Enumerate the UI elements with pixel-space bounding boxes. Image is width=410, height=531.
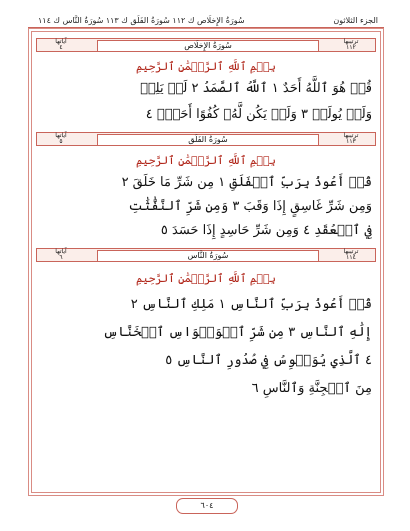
surah-ayat	[39, 39, 83, 51]
order-value: ١١٣	[346, 138, 356, 145]
ayat-label: آياتها	[55, 248, 67, 255]
juz-label: الجزء الثلاثون	[333, 16, 378, 25]
basmala: بِسۡمِ ٱللَّهِ ٱلرَّحۡمَٰنِ ٱلرَّحِيمِ	[135, 272, 277, 285]
surah-title: سُورَةُ النَّاس	[97, 250, 319, 262]
verse-line: إِلَٰهِ ٱلنَّاسِ ٣ مِن شَرِّ ٱلۡوَسۡوَاسِ ٱلۡخَنَّاسِ	[102, 325, 372, 340]
verse-line: وَلَمۡ يُولَدۡ ٣ وَلَمۡ يَكُن لَّهُۥ كُفُوًا أَحَدُۢ ٤	[145, 107, 372, 122]
page-header	[28, 14, 384, 28]
verse-line: ٤ ٱلَّذِي يُوَسۡوِسُ فِي صُدُورِ ٱلنَّاسِ ٥	[165, 353, 372, 368]
basmala: بِسۡمِ ٱللَّهِ ٱلرَّحۡمَٰنِ ٱلرَّحِيمِ	[135, 60, 277, 73]
order-value: ١١٢	[346, 44, 356, 51]
surah-ayat	[39, 133, 83, 145]
order-label: ترتيبها	[343, 132, 359, 139]
order-label: ترتيبها	[343, 38, 359, 45]
verse-line: قُلۡ أَعُوذُ بِرَبِّ ٱلنَّاسِ ١ مَلِكِ ٱلنَّاسِ ٢	[130, 297, 372, 312]
verse-line: مِنَ ٱلۡجِنَّةِ وَٱلنَّاسِ ٦	[251, 381, 372, 396]
surah-header-nas	[36, 248, 376, 262]
ayat-value: ٦	[59, 254, 63, 261]
verse-line: قُلۡ أَعُوذُ بِرَبِّ ٱلۡفَلَقِ ١ مِن شَرِّ مَا خَلَقَ ٢	[121, 175, 372, 190]
surah-order	[329, 39, 373, 51]
order-value: ١١٤	[346, 254, 356, 261]
ayat-value: ٥	[59, 138, 63, 145]
surah-header-falaq	[36, 132, 376, 146]
surah-header-ikhlas	[36, 38, 376, 52]
surah-index-label: سُورَةُ الإِخلَاص ك ١١٢ سُورَةُ الفَلَق ك ١١٣ سُورَةُ النَّاس ك ١١٤	[38, 16, 245, 25]
surah-order	[329, 249, 373, 261]
page-number: ٦٠٤	[176, 498, 238, 514]
page-frame	[28, 28, 384, 496]
basmala: بِسۡمِ ٱللَّهِ ٱلرَّحۡمَٰنِ ٱلرَّحِيمِ	[135, 154, 277, 167]
verse-line: قُلۡ هُوَ ٱللَّهُ أَحَدٌ ١ ٱللَّهُ ٱلصَّمَدُ ٢ لَمۡ يَلِدۡ	[140, 81, 372, 96]
order-label: ترتيبها	[343, 248, 359, 255]
surah-ayat	[39, 249, 83, 261]
verse-line: فِي ٱلۡعُقَدِ ٤ وَمِن شَرِّ حَاسِدٍ إِذَا حَسَدَ ٥	[160, 223, 372, 238]
surah-order	[329, 133, 373, 145]
verse-line: وَمِن شَرِّ غَاسِقٍ إِذَا وَقَبَ ٣ وَمِن شَرِّ ٱلنَّفَّٰثَٰتِ	[128, 199, 372, 214]
surah-title: سُورَةُ الفَلَق	[97, 134, 319, 146]
surah-title: سُورَةُ الإِخلَاص	[97, 40, 319, 52]
ayat-label: آياتها	[55, 38, 67, 45]
ayat-value: ٤	[59, 44, 63, 51]
ayat-label: آياتها	[55, 132, 67, 139]
mushaf-page	[28, 14, 384, 520]
